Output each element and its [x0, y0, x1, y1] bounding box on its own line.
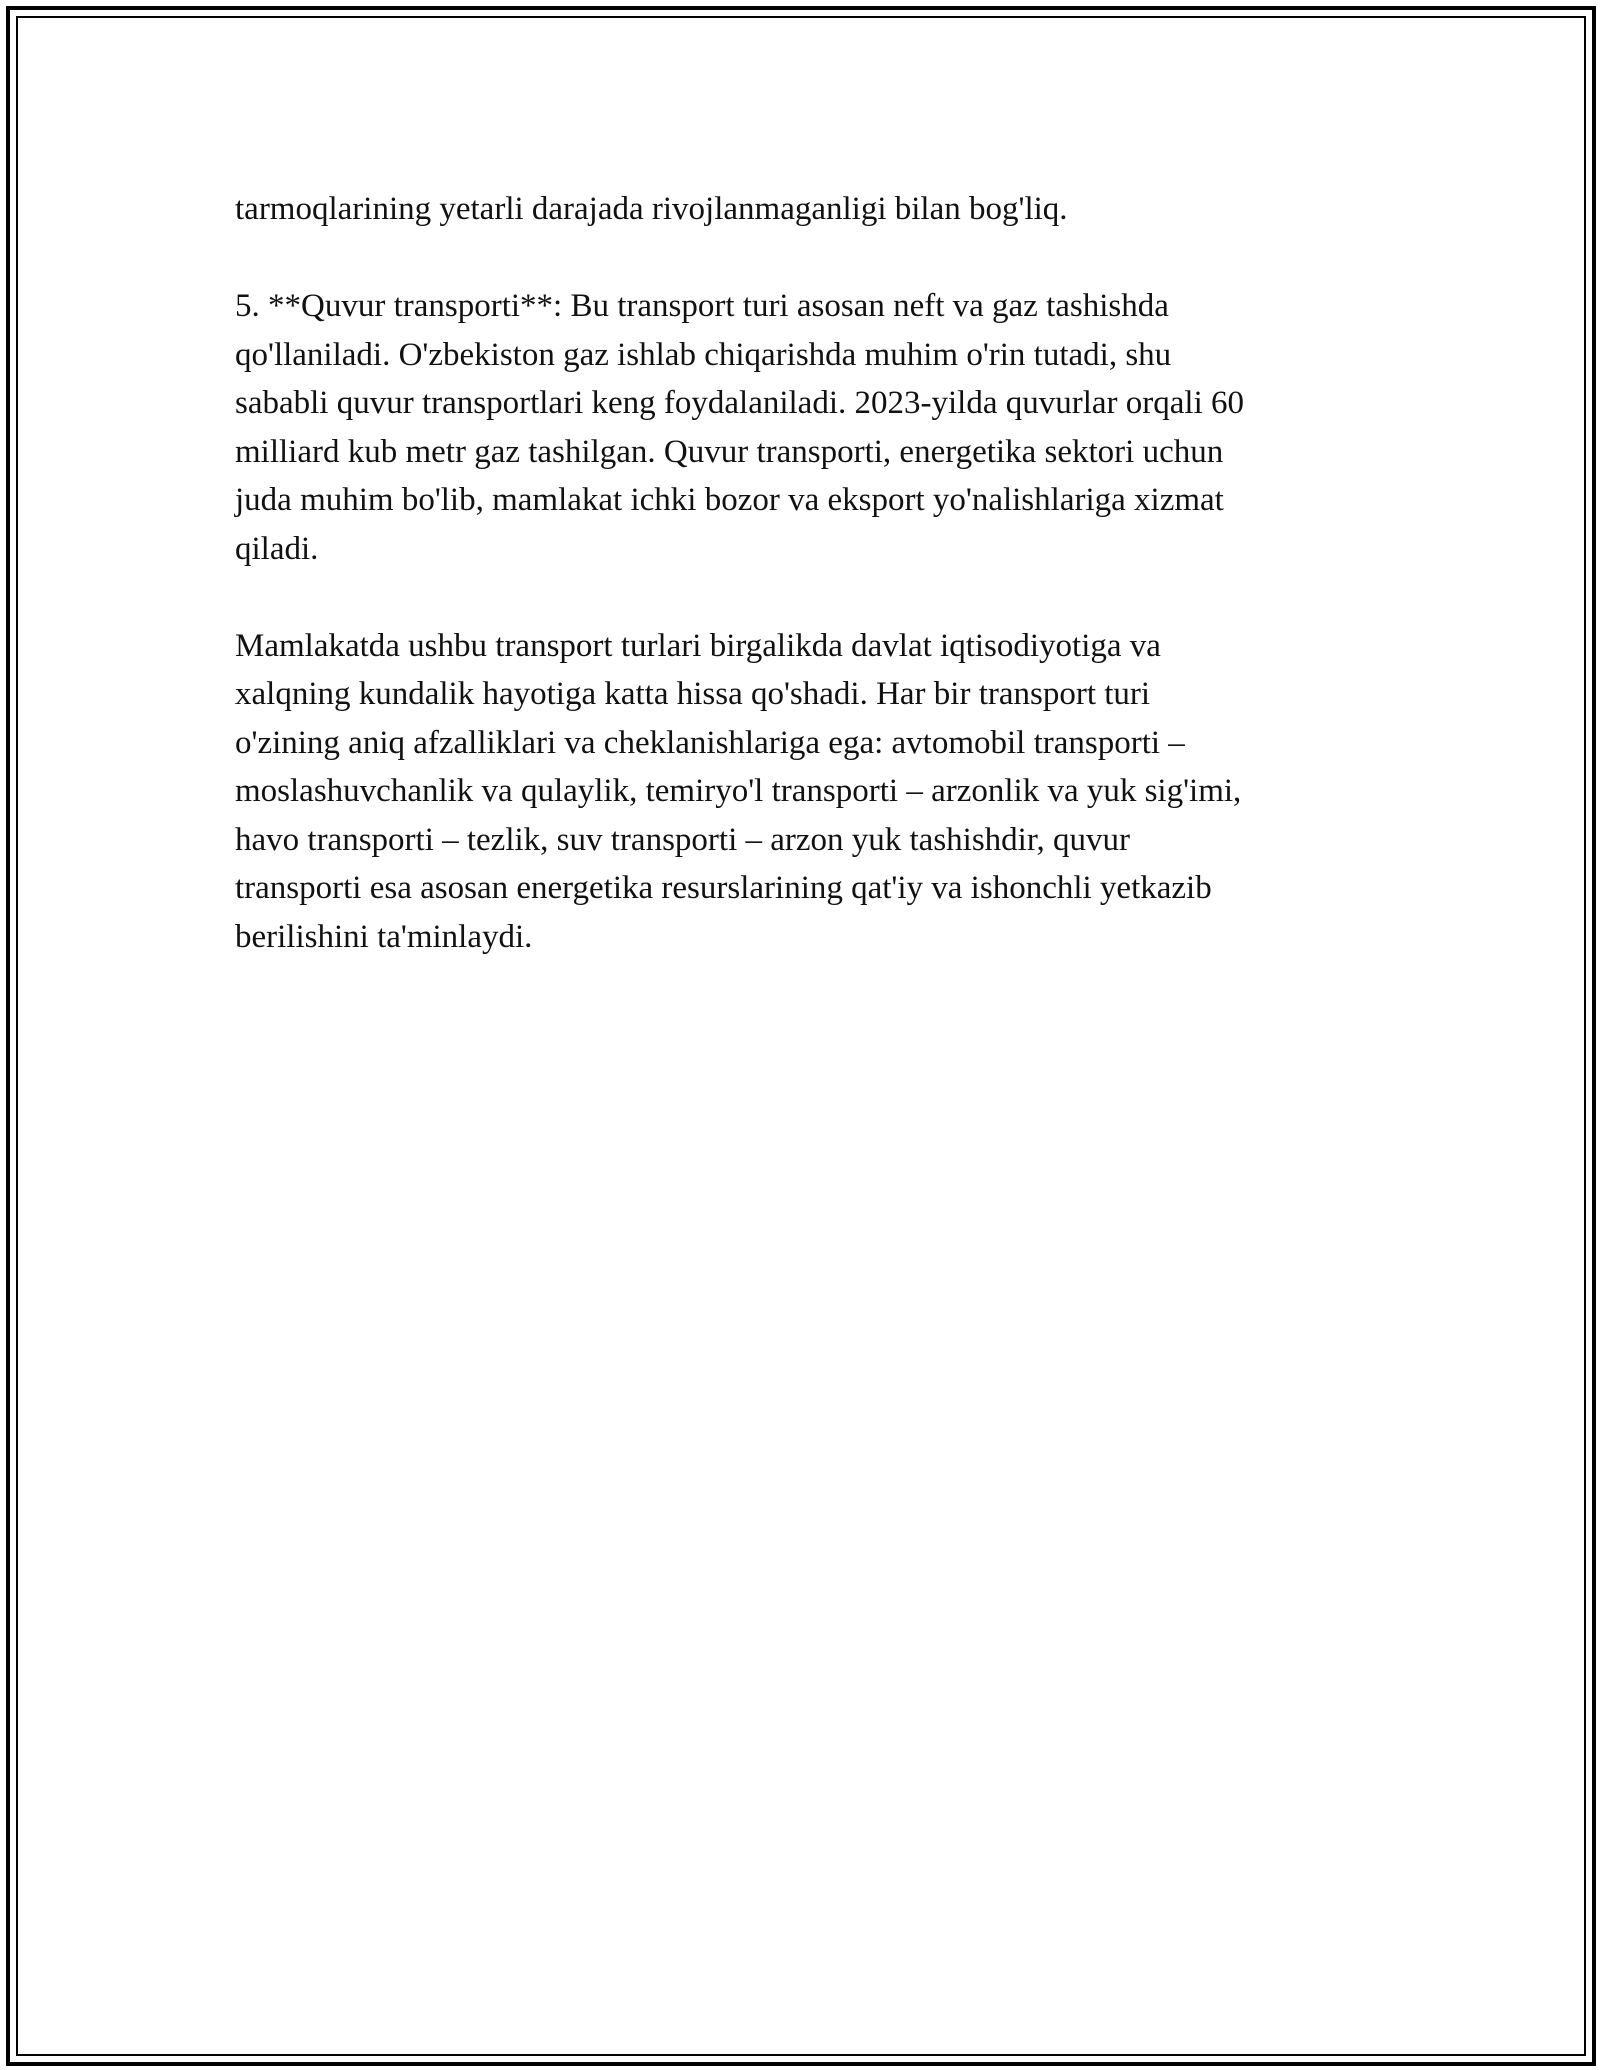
- paragraph-conclusion: Mamlakatda ushbu transport turlari birgalikda davlat iqtisodiyotiga va xalqning kundalik hayotiga katta hissa qo'shadi. Har bir transport turi o'zining aniq afzalliklari va cheklanishlariga ega: avtomobil transporti – moslashuvchanlik va qulaylik, temiryo'l transporti – arzonlik va yuk sig'imi, havo transporti – tezlik, suv transporti – arzon yuk tashishdir, quvur transporti esa asosan energetika resurslarining qat'iy va ishonchli yetkazib berilishini ta'minlaydi.: [235, 627, 1242, 955]
- paragraph-pipeline-transport: 5. **Quvur transporti**: Bu transport turi asosan neft va gaz tashishda qo'llaniladi. O'zbekiston gaz ishlab chiqarishda muhim o'rin tutadi, shu sababli quvur transportlari keng foydalaniladi. 2023-yilda quvurlar orqali 60 milliard kub metr gaz tashilgan. Quvur transporti, energetika sektori uchun juda muhim bo'lib, mamlakat ichki bozor va eksport yo'nalishlariga xizmat qiladi.: [235, 288, 1244, 567]
- document-body: [235, 185, 1370, 1010]
- paragraph-continuation: tarmoqlarining yetarli darajada rivojlanmaganligi bilan bog'liq.: [235, 191, 1068, 227]
